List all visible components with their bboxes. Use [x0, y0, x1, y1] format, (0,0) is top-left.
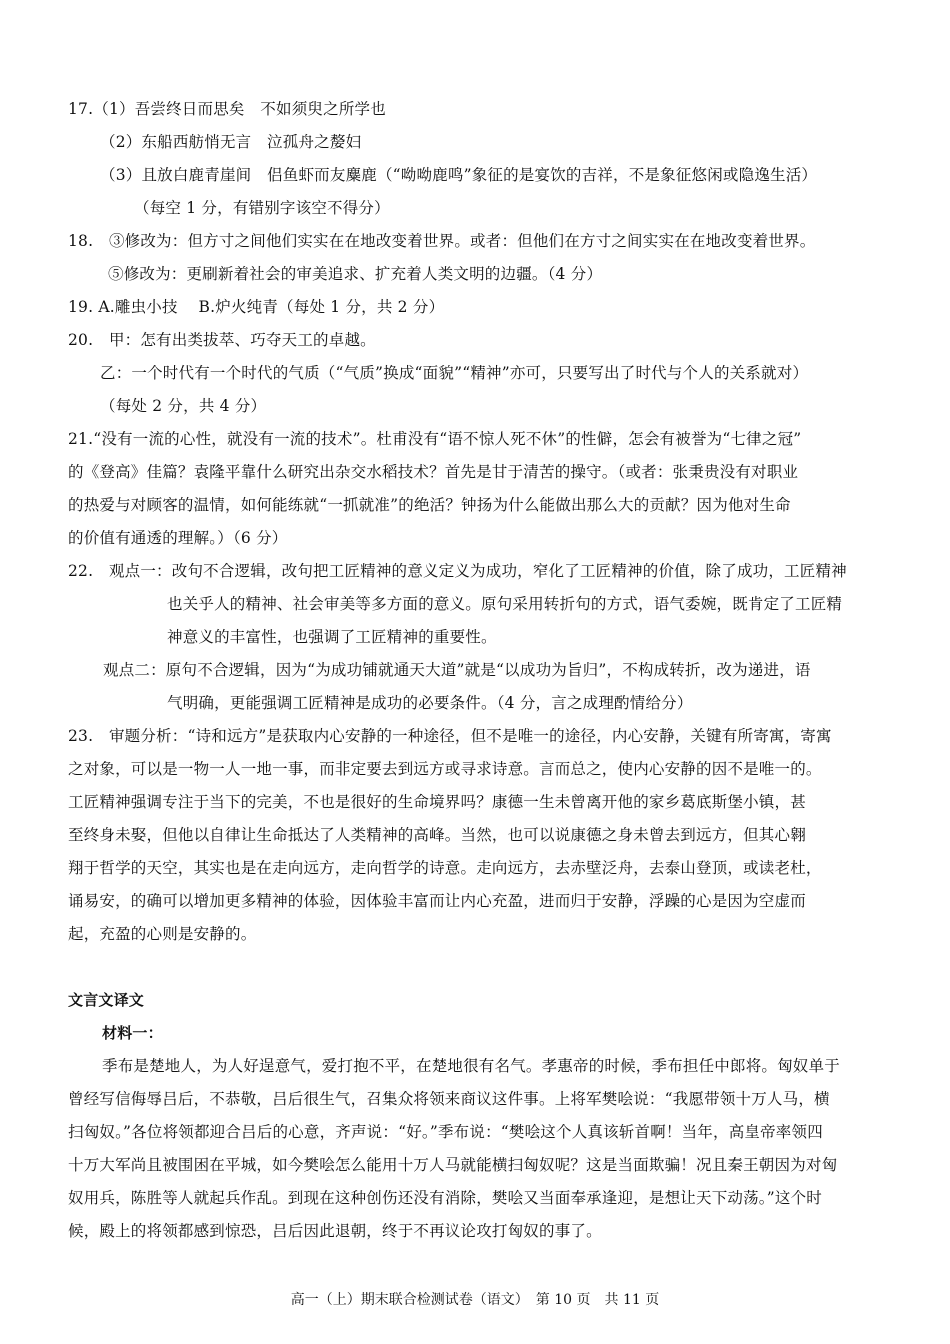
answer-23-line-4: 至终身未娶，但他以自律让生命抵达了人类精神的高峰。当然，也可以说康德之身未曾去到远方，但其心翱 — [68, 826, 806, 844]
answer-21-line-1: 21.“没有一流的心性，就没有一流的技术”。杜甫没有“语不惊人死不休”的性僻，怎会有被誉为“七律之冠” — [68, 430, 802, 448]
translation-line-5: 奴用兵，陈胜等人就起兵作乱。到现在这种创伤还没有消除，樊哙又当面奉承逢迎，是想让天下动荡。”这个时 — [68, 1189, 822, 1207]
answer-22-view-1-line-2: 也关乎人的精神、社会审美等多方面的意义。原句采用转折句的方式，语气委婉，既肯定了工匠精 — [167, 595, 843, 613]
answer-22-view-2-line-1: 观点二：原句不合逻辑，因为“为成功铺就通天大道”就是“以成功为旨归”，不构成转折，改为递进，语 — [103, 661, 811, 679]
answer-20-scoring-note: （每处 2 分，共 4 分） — [100, 397, 267, 415]
answer-17-line-1: 17.（1）吾尝终日而思矣 不如须臾之所学也 — [68, 100, 386, 118]
translation-line-4: 十万大军尚且被围困在平城，如今樊哙怎么能用十万人马就能横扫匈奴呢？这是当面欺骗！况且秦王朝因为对匈 — [68, 1156, 838, 1174]
answer-21-line-3: 的热爱与对顾客的温情，如何能练就“一抓就准”的绝活？钟扬为什么能做出那么大的贡献？因为他对生命 — [68, 496, 791, 514]
translation-line-3: 扫匈奴。”各位将领都迎合吕后的心意，齐声说：“好。”季布说：“樊哙这个人真该斩首啊！当年，高皇帝率领四 — [68, 1123, 823, 1141]
answer-18-line-2: ⑤修改为：更刷新着社会的审美追求、扩充着人类文明的边疆。（4 分） — [108, 265, 603, 283]
answer-22-view-1-line-1: 22. 观点一：改句不合逻辑，改句把工匠精神的意义定义为成功，窄化了工匠精神的价值，除了成功，工匠精神 — [68, 562, 847, 580]
answer-23-line-1: 23. 审题分析：“诗和远方”是获取内心安静的一种途径，但不是唯一的途径，内心安静，关键有所寄寓，寄寓 — [68, 727, 832, 745]
answer-23-line-3: 工匠精神强调专注于当下的完美，不也是很好的生命境界吗？康德一生未曾离开他的家乡葛底斯堡小镇，甚 — [68, 793, 806, 811]
answer-21-line-4: 的价值有通透的理解。）（6 分） — [68, 529, 288, 547]
answer-23-line-7: 起，充盈的心则是安静的。 — [68, 925, 257, 943]
answer-17-line-2: （2）东船西舫悄无言 泣孤舟之嫠妇 — [100, 133, 362, 151]
answer-17-line-3: （3）且放白鹿青崖间 侣鱼虾而友麋鹿（“呦呦鹿鸣”象征的是宴饮的吉祥，不是象征悠闲或隐逸生活） — [100, 166, 818, 184]
answer-23-line-2: 之对象，可以是一物一人一地一事，而非定要去到远方或寻求诗意。言而总之，使内心安静的因不是唯一的。 — [68, 760, 822, 778]
answer-20-line-1: 20. 甲：怎有出类拔萃、巧夺天工的卓越。 — [68, 331, 376, 349]
answer-21-line-2: 的《登高》佳篇？袁隆平靠什么研究出杂交水稻技术？首先是甘于清苦的操守。（或者：张秉贵没有对职业 — [68, 463, 799, 481]
material-1-heading: 材料一： — [102, 1024, 163, 1042]
translation-line-2: 曾经写信侮辱吕后，不恭敬，吕后很生气，召集众将领来商议这件事。上将军樊哙说：“我愿带领十万人马，横 — [68, 1090, 830, 1108]
answer-20-line-2: 乙：一个时代有一个时代的气质（“气质”换成“面貌”“精神”亦可，只要写出了时代与个人的关系就对） — [100, 364, 809, 382]
answer-19: 19. A.雕虫小技 B.炉火纯青（每处 1 分，共 2 分） — [68, 298, 445, 316]
answer-22-view-2-line-2: 气明确，更能强调工匠精神是成功的必要条件。（4 分，言之成理酌情给分） — [167, 694, 693, 712]
answer-17-scoring-note: （每空 1 分，有错别字该空不得分） — [134, 199, 390, 217]
translation-line-1: 季布是楚地人，为人好逞意气，爱打抱不平，在楚地很有名气。孝惠帝的时候，季布担任中郎将。匈奴单于 — [102, 1057, 840, 1075]
translation-line-6: 候，殿上的将领都感到惊恐，吕后因此退朝，终于不再议论攻打匈奴的事了。 — [68, 1222, 602, 1240]
answer-23-line-6: 诵易安，的确可以增加更多精神的体验，因体验丰富而让内心充盈，进而归于安静，浮躁的心是因为空虚而 — [68, 892, 806, 910]
translation-heading: 文言文译文 — [68, 991, 145, 1009]
answer-18-line-1: 18. ③修改为：但方寸之间他们实实在在地改变着世界。或者：但他们在方寸之间实实在在地改变着世界。 — [68, 232, 816, 250]
answer-22-view-1-line-3: 神意义的丰富性，也强调了工匠精神的重要性。 — [167, 628, 497, 646]
answer-23-line-5: 翔于哲学的天空，其实也是在走向远方，走向哲学的诗意。走向远方，去赤壁泛舟，去泰山登顶，或读老杜， — [68, 859, 822, 877]
page-footer: 高一（上）期末联合检测试卷（语文） 第 10 页 共 11 页 — [290, 1292, 660, 1308]
